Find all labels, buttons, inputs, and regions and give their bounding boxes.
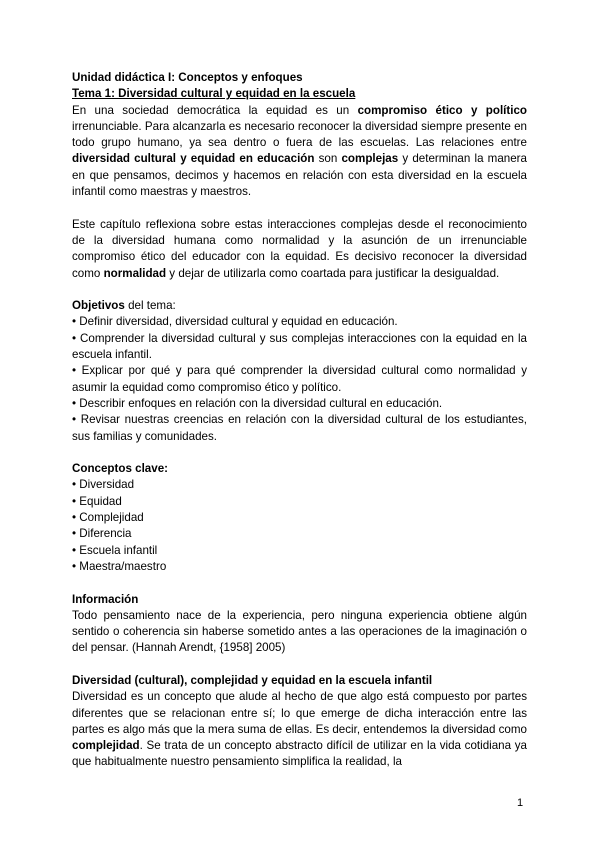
intro-text-3: son (314, 152, 342, 166)
intro-text-4: y determinan la manera en que pensamos, decimos y hacemos en relación con esta diversidad en la escuela infantil como maestras y maestros. (72, 152, 527, 199)
objectives-heading-rest: del tema: (124, 299, 176, 313)
spacer (72, 282, 527, 298)
list-item: • Escuela infantil (72, 543, 158, 557)
unit-title: Unidad didáctica I: Conceptos y enfoques (72, 71, 303, 84)
intro-bold-1: compromiso ético y político (357, 103, 528, 117)
list-item: • Describir enfoques en relación con la diversidad cultural en educación. (72, 396, 443, 410)
list-item: • Equidad (72, 494, 122, 508)
list-item: • Revisar nuestras creencias en relación con la diversidad cultural de los estudiantes, sus familias y comunidades. (72, 413, 527, 443)
list-item: • Complejidad (72, 511, 144, 525)
list-item: • Definir diversidad, diversidad cultural y equidad en educación. (72, 315, 398, 329)
para2-text-2: y dejar de utilizarla como coartada para justificar la desigualdad. (166, 266, 500, 280)
second-paragraph (72, 217, 527, 282)
intro-paragraph (72, 103, 527, 201)
section-text-2: . Se trata de un concepto abstracto difícil de utilizar en la vida cotidiana ya que habitualmente nuestro pensamiento simplifica la realidad, la (72, 739, 527, 769)
list-item: • Diferencia (72, 527, 132, 541)
intro-bold-2: diversidad cultural y equidad en educación (72, 152, 315, 166)
page-number: 1 (517, 797, 524, 809)
section-heading: Diversidad (cultural), complejidad y equidad en la escuela infantil (72, 673, 433, 687)
information-quote: Todo pensamiento nace de la experiencia, pero ninguna experiencia obtiene algún sentido o coherencia sin haberse sometido antes a las operaciones de la imaginación o del pensar. (Hannah Arendt, {1958] 2005) (72, 608, 527, 655)
spacer (72, 657, 527, 673)
spacer (72, 200, 527, 216)
section-paragraph (72, 689, 527, 770)
objectives-heading (72, 298, 527, 314)
spacer (72, 445, 527, 461)
list-item: • Explicar por qué y para qué comprender la diversidad cultural como normalidad y asumir la equidad como compromiso ético y político. (72, 364, 527, 394)
para2-bold-1: normalidad (103, 266, 167, 280)
spacer (72, 575, 527, 591)
intro-text-1: En una sociedad democrática la equidad es un (72, 103, 358, 117)
section-bold-1: complejidad (72, 739, 140, 753)
key-concepts-heading: Conceptos clave: (72, 462, 168, 476)
intro-bold-3: complejas (341, 152, 399, 166)
information-heading: Información (72, 592, 139, 606)
para2-text-1: Este capítulo reflexiona sobre estas interacciones complejas desde el reconocimiento de la diversidad humana como normalidad y la asunción de un irrenunciable compromiso ético del educador con la equidad. Es decisivo reconocer la diversidad como (72, 217, 527, 280)
page-content (72, 70, 527, 771)
objectives-heading-bold: Objetivos (72, 299, 125, 313)
topic-title: Tema 1: Diversidad cultural y equidad en la escuela (72, 87, 356, 101)
section-text-1: Diversidad es un concepto que alude al hecho de que algo está compuesto por partes diferentes que se relacionan entre sí; lo que emerge de dicha interacción entre las partes es algo más que la mera suma de ellas. Es decir, entendemos la diversidad como (72, 690, 527, 736)
list-item: • Diversidad (72, 478, 135, 492)
intro-text-2: irrenunciable. Para alcanzarla es necesario reconocer la diversidad siempre presente en todo grupo humano, ya sea dentro o fuera de las escuelas. Las relaciones entre (72, 119, 527, 150)
list-item: • Maestra/maestro (72, 559, 167, 573)
list-item: • Comprender la diversidad cultural y sus complejas interacciones con la equidad en la escuela infantil. (72, 331, 527, 362)
